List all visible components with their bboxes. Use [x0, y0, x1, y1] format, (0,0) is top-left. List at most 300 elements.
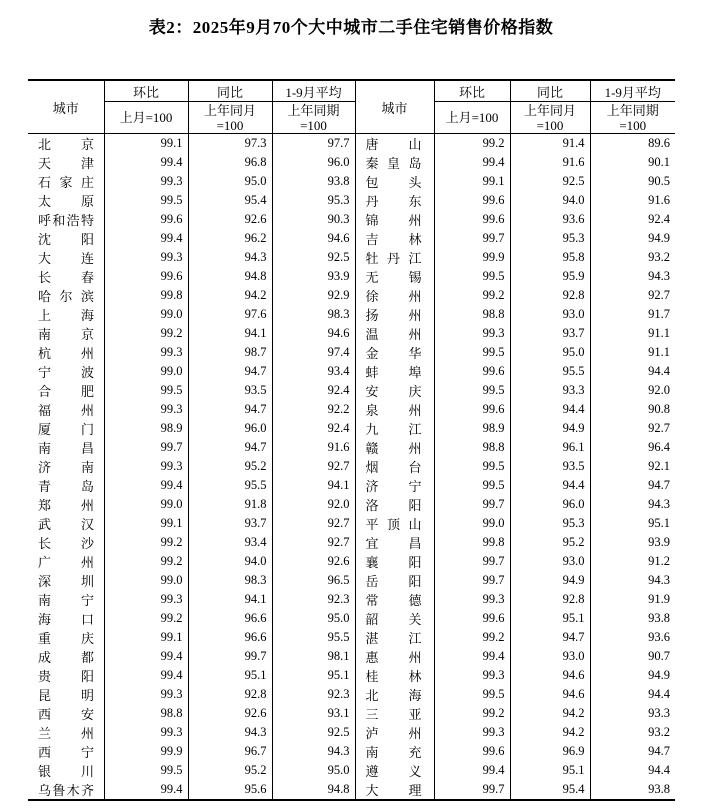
- index-value-cell: 99.5: [434, 381, 510, 400]
- index-value-cell: 95.0: [272, 609, 355, 628]
- city-name-cell: [28, 381, 104, 400]
- table-row: [28, 552, 675, 571]
- table-row: [28, 191, 675, 210]
- index-value-cell: 91.9: [590, 590, 675, 609]
- index-value-cell: 99.6: [434, 362, 510, 381]
- index-value-cell: 92.8: [188, 685, 272, 704]
- city-name: 南京: [38, 327, 94, 342]
- index-value-cell: 93.0: [510, 305, 590, 324]
- index-value-cell: 92.7: [272, 533, 355, 552]
- index-value-cell: 99.0: [104, 571, 188, 590]
- index-value-cell: 95.4: [510, 780, 590, 800]
- table-row: [28, 134, 675, 154]
- table-body: [28, 134, 675, 801]
- index-value-cell: 92.7: [272, 457, 355, 476]
- city-name: 湛江: [365, 631, 422, 646]
- city-name: 大理: [365, 783, 422, 798]
- city-name-cell: [355, 381, 434, 400]
- index-value-cell: 94.0: [510, 191, 590, 210]
- city-name-cell: [355, 533, 434, 552]
- index-value-cell: 99.5: [104, 761, 188, 780]
- city-name-cell: [28, 723, 104, 742]
- city-name-cell: [28, 343, 104, 362]
- index-value-cell: 94.1: [272, 476, 355, 495]
- city-name: 安庆: [365, 384, 422, 399]
- index-value-cell: 91.6: [272, 438, 355, 457]
- table-row: [28, 533, 675, 552]
- city-name-cell: [28, 305, 104, 324]
- index-value-cell: 99.6: [434, 742, 510, 761]
- table-row: [28, 172, 675, 191]
- city-name-cell: [28, 533, 104, 552]
- table-row: [28, 761, 675, 780]
- index-value-cell: 99.2: [104, 609, 188, 628]
- city-name-cell: [28, 191, 104, 210]
- city-name-cell: [355, 362, 434, 381]
- city-name-cell: [28, 457, 104, 476]
- index-value-cell: 91.1: [590, 343, 675, 362]
- index-value-cell: 99.5: [434, 685, 510, 704]
- city-name-cell: [28, 552, 104, 571]
- city-name-cell: [28, 286, 104, 305]
- city-name-cell: [355, 305, 434, 324]
- index-value-cell: 95.1: [510, 761, 590, 780]
- index-value-cell: 95.1: [590, 514, 675, 533]
- index-value-cell: 94.3: [590, 571, 675, 590]
- city-name: 石家庄: [38, 175, 94, 190]
- index-value-cell: 99.5: [104, 381, 188, 400]
- city-name-cell: [28, 761, 104, 780]
- index-value-cell: 93.3: [590, 704, 675, 723]
- index-value-cell: 96.5: [272, 571, 355, 590]
- index-value-cell: 93.4: [188, 533, 272, 552]
- city-name-cell: [355, 590, 434, 609]
- index-value-cell: 90.1: [590, 153, 675, 172]
- index-value-cell: 92.3: [272, 590, 355, 609]
- city-name-cell: [28, 400, 104, 419]
- index-value-cell: 98.3: [188, 571, 272, 590]
- header-label-line: =100: [216, 117, 244, 133]
- index-value-cell: 96.6: [188, 628, 272, 647]
- table-row: [28, 438, 675, 457]
- city-name-cell: [355, 134, 434, 154]
- index-value-cell: 99.2: [104, 552, 188, 571]
- city-name: 沈阳: [38, 232, 94, 247]
- index-value-cell: 93.0: [510, 552, 590, 571]
- city-name-cell: [355, 324, 434, 343]
- index-value-cell: 99.3: [104, 457, 188, 476]
- city-name: 泉州: [365, 403, 422, 418]
- city-name-cell: [355, 248, 434, 267]
- index-value-cell: 94.6: [272, 324, 355, 343]
- table-row: [28, 324, 675, 343]
- index-value-cell: 99.3: [104, 248, 188, 267]
- table-row: [28, 210, 675, 229]
- index-value-cell: 99.3: [104, 343, 188, 362]
- index-value-cell: 92.8: [510, 286, 590, 305]
- yoy-base-header-left: [188, 102, 272, 134]
- table-row: [28, 742, 675, 761]
- index-value-cell: 99.3: [434, 723, 510, 742]
- city-name: 哈尔滨: [38, 289, 94, 304]
- index-value-cell: 94.7: [510, 628, 590, 647]
- city-name: 洛阳: [365, 498, 422, 513]
- index-value-cell: 94.2: [188, 286, 272, 305]
- header-label-line: 上月=100: [119, 110, 173, 125]
- avg-column-header-right: 1-9月平均: [590, 80, 675, 102]
- header-label-line: 上年同期: [606, 102, 659, 118]
- index-value-cell: 99.4: [104, 153, 188, 172]
- index-value-cell: 98.8: [434, 305, 510, 324]
- city-name: 西宁: [38, 745, 94, 760]
- city-name-cell: [28, 609, 104, 628]
- table-row: [28, 514, 675, 533]
- city-name-cell: [355, 514, 434, 533]
- city-name-cell: [355, 476, 434, 495]
- index-value-cell: 93.6: [590, 628, 675, 647]
- table-row: [28, 609, 675, 628]
- city-name-cell: [28, 571, 104, 590]
- index-value-cell: 90.7: [590, 647, 675, 666]
- city-name-cell: [355, 267, 434, 286]
- table-row: [28, 476, 675, 495]
- city-name: 重庆: [38, 631, 94, 646]
- city-name: 北海: [365, 688, 422, 703]
- city-name: 南昌: [38, 441, 94, 456]
- index-value-cell: 94.6: [272, 229, 355, 248]
- city-column-header-left: 城市: [28, 80, 104, 134]
- city-name-cell: [355, 742, 434, 761]
- index-value-cell: 98.8: [434, 438, 510, 457]
- index-value-cell: 94.1: [188, 590, 272, 609]
- table-row: [28, 495, 675, 514]
- index-value-cell: 93.7: [510, 324, 590, 343]
- index-value-cell: 94.1: [188, 324, 272, 343]
- city-name-cell: [28, 419, 104, 438]
- city-name-cell: [28, 438, 104, 457]
- city-name-cell: [28, 210, 104, 229]
- index-value-cell: 99.4: [434, 761, 510, 780]
- city-name-cell: [355, 666, 434, 685]
- index-value-cell: 99.3: [104, 172, 188, 191]
- table-row: [28, 723, 675, 742]
- index-value-cell: 93.2: [590, 248, 675, 267]
- table-row: [28, 780, 675, 800]
- index-value-cell: 99.2: [434, 628, 510, 647]
- index-value-cell: 92.6: [272, 552, 355, 571]
- index-value-cell: 99.1: [104, 628, 188, 647]
- city-name: 合肥: [38, 384, 94, 399]
- city-name: 锦州: [365, 213, 422, 228]
- index-value-cell: 94.4: [590, 362, 675, 381]
- index-value-cell: 93.4: [272, 362, 355, 381]
- city-name: 岳阳: [365, 574, 422, 589]
- city-name: 济南: [38, 460, 94, 475]
- index-value-cell: 91.6: [590, 191, 675, 210]
- index-value-cell: 93.9: [590, 533, 675, 552]
- table-row: [28, 153, 675, 172]
- index-value-cell: 91.6: [510, 153, 590, 172]
- city-name: 太原: [38, 194, 94, 209]
- index-value-cell: 94.7: [188, 400, 272, 419]
- index-value-cell: 96.6: [188, 609, 272, 628]
- city-name: 唐山: [365, 137, 422, 152]
- table-row: [28, 704, 675, 723]
- city-name-cell: [355, 571, 434, 590]
- city-name: 烟台: [365, 460, 422, 475]
- city-name-cell: [355, 495, 434, 514]
- index-value-cell: 99.3: [104, 685, 188, 704]
- city-name-cell: [28, 476, 104, 495]
- index-value-cell: 93.7: [188, 514, 272, 533]
- index-value-cell: 94.9: [510, 571, 590, 590]
- index-value-cell: 99.0: [104, 495, 188, 514]
- index-value-cell: 95.5: [510, 362, 590, 381]
- index-value-cell: 99.9: [434, 248, 510, 267]
- index-value-cell: 99.2: [104, 324, 188, 343]
- index-value-cell: 94.3: [188, 248, 272, 267]
- city-name-cell: [355, 704, 434, 723]
- index-value-cell: 99.5: [434, 476, 510, 495]
- city-name-cell: [28, 704, 104, 723]
- city-name: 北京: [38, 137, 94, 152]
- index-value-cell: 95.6: [188, 780, 272, 800]
- index-value-cell: 99.8: [104, 286, 188, 305]
- index-value-cell: 99.5: [434, 267, 510, 286]
- header-label-line: 上年同月: [523, 102, 576, 118]
- index-value-cell: 99.8: [434, 533, 510, 552]
- city-name: 厦门: [38, 422, 94, 437]
- index-value-cell: 95.8: [510, 248, 590, 267]
- index-value-cell: 92.0: [272, 495, 355, 514]
- index-value-cell: 92.4: [272, 419, 355, 438]
- mom-column-header-right: 环比: [434, 80, 510, 102]
- index-value-cell: 92.9: [272, 286, 355, 305]
- yoy-column-header-left: 同比: [188, 80, 272, 102]
- city-name: 长沙: [38, 536, 94, 551]
- index-value-cell: 94.3: [590, 267, 675, 286]
- city-name-cell: [355, 400, 434, 419]
- index-value-cell: 99.4: [434, 153, 510, 172]
- city-name-cell: [355, 609, 434, 628]
- city-name-cell: [28, 780, 104, 800]
- index-value-cell: 94.7: [590, 476, 675, 495]
- index-value-cell: 92.5: [510, 172, 590, 191]
- city-name-cell: [28, 647, 104, 666]
- avg-base-header-right: [590, 102, 675, 134]
- city-name-cell: [28, 514, 104, 533]
- mom-base-header-left: [104, 102, 188, 134]
- index-value-cell: 93.1: [272, 704, 355, 723]
- table-row: [28, 590, 675, 609]
- city-name: 宜昌: [365, 536, 422, 551]
- index-value-cell: 90.5: [590, 172, 675, 191]
- city-name: 南充: [365, 745, 422, 760]
- city-name: 金华: [365, 346, 422, 361]
- index-value-cell: 92.0: [590, 381, 675, 400]
- city-name: 九江: [365, 422, 422, 437]
- index-value-cell: 94.8: [272, 780, 355, 800]
- header-label-line: =100: [619, 117, 647, 133]
- header-label-line: 上年同月: [203, 102, 256, 118]
- index-value-cell: 95.2: [188, 457, 272, 476]
- city-name-cell: [355, 723, 434, 742]
- index-value-cell: 95.1: [510, 609, 590, 628]
- table-row: [28, 343, 675, 362]
- index-value-cell: 89.6: [590, 134, 675, 154]
- table-row: [28, 400, 675, 419]
- index-value-cell: 95.0: [188, 172, 272, 191]
- table-row: [28, 571, 675, 590]
- index-value-cell: 99.1: [104, 134, 188, 154]
- city-name: 杭州: [38, 346, 94, 361]
- table-row: [28, 229, 675, 248]
- index-value-cell: 99.3: [434, 666, 510, 685]
- city-name: 成都: [38, 650, 94, 665]
- header-label-line: =100: [536, 117, 564, 133]
- index-value-cell: 99.0: [104, 362, 188, 381]
- index-value-cell: 96.1: [510, 438, 590, 457]
- index-value-cell: 91.4: [510, 134, 590, 154]
- index-value-cell: 95.5: [188, 476, 272, 495]
- city-name-cell: [28, 248, 104, 267]
- index-value-cell: 94.4: [590, 685, 675, 704]
- city-name: 扬州: [365, 308, 422, 323]
- index-value-cell: 99.3: [104, 400, 188, 419]
- city-name: 西安: [38, 707, 94, 722]
- index-value-cell: 99.3: [104, 590, 188, 609]
- index-value-cell: 96.4: [590, 438, 675, 457]
- index-value-cell: 97.3: [188, 134, 272, 154]
- index-value-cell: 93.8: [590, 780, 675, 800]
- index-value-cell: 91.8: [188, 495, 272, 514]
- index-value-cell: 94.7: [590, 742, 675, 761]
- index-value-cell: 94.9: [590, 229, 675, 248]
- index-value-cell: 92.3: [272, 685, 355, 704]
- index-value-cell: 99.3: [104, 723, 188, 742]
- price-index-table: [28, 79, 675, 801]
- city-name: 无锡: [365, 270, 422, 285]
- index-value-cell: 95.1: [272, 666, 355, 685]
- index-value-cell: 99.9: [104, 742, 188, 761]
- city-name-cell: [28, 495, 104, 514]
- index-value-cell: 93.8: [590, 609, 675, 628]
- index-value-cell: 93.9: [272, 267, 355, 286]
- city-name: 赣州: [365, 441, 422, 456]
- table-row: [28, 248, 675, 267]
- city-name: 郑州: [38, 498, 94, 513]
- city-name-cell: [28, 666, 104, 685]
- page-title: 表2：2025年9月70个大中城市二手住宅销售价格指数: [148, 18, 554, 37]
- city-name: 丹东: [365, 194, 422, 209]
- index-value-cell: 94.0: [188, 552, 272, 571]
- index-value-cell: 95.3: [510, 514, 590, 533]
- table-row: [28, 685, 675, 704]
- index-value-cell: 94.9: [510, 419, 590, 438]
- city-name: 兰州: [38, 726, 94, 741]
- city-name-cell: [355, 191, 434, 210]
- city-name: 常德: [365, 593, 422, 608]
- city-name-cell: [355, 685, 434, 704]
- city-name: 泸州: [365, 726, 422, 741]
- index-value-cell: 92.6: [188, 210, 272, 229]
- index-value-cell: 94.7: [188, 438, 272, 457]
- city-name-cell: [28, 229, 104, 248]
- header-label-line: =100: [300, 117, 327, 133]
- city-name: 宁波: [38, 365, 94, 380]
- city-name: 牡丹江: [365, 251, 422, 266]
- index-value-cell: 92.6: [188, 704, 272, 723]
- index-value-cell: 93.6: [510, 210, 590, 229]
- index-value-cell: 94.7: [188, 362, 272, 381]
- index-value-cell: 95.3: [272, 191, 355, 210]
- index-value-cell: 92.4: [590, 210, 675, 229]
- index-value-cell: 94.9: [590, 666, 675, 685]
- index-value-cell: 92.5: [272, 723, 355, 742]
- city-name-cell: [355, 761, 434, 780]
- city-name: 青岛: [38, 479, 94, 494]
- city-name: 惠州: [365, 650, 422, 665]
- header-row-top: [28, 80, 675, 102]
- index-value-cell: 92.7: [590, 286, 675, 305]
- city-name: 三亚: [365, 707, 422, 722]
- index-value-cell: 93.0: [510, 647, 590, 666]
- table-header: [28, 80, 675, 134]
- index-value-cell: 99.7: [434, 571, 510, 590]
- index-value-cell: 93.5: [510, 457, 590, 476]
- mom-column-header-left: 环比: [104, 80, 188, 102]
- index-value-cell: 99.4: [104, 229, 188, 248]
- index-value-cell: 96.0: [272, 153, 355, 172]
- index-value-cell: 96.0: [510, 495, 590, 514]
- index-value-cell: 95.0: [272, 761, 355, 780]
- city-name: 银川: [38, 764, 94, 779]
- table-row: [28, 362, 675, 381]
- index-value-cell: 94.6: [510, 666, 590, 685]
- index-value-cell: 99.5: [434, 343, 510, 362]
- city-name-cell: [355, 286, 434, 305]
- city-name-cell: [355, 457, 434, 476]
- city-name: 韶关: [365, 612, 422, 627]
- city-name-cell: [355, 229, 434, 248]
- city-name-cell: [28, 742, 104, 761]
- city-name-cell: [28, 590, 104, 609]
- city-name: 大连: [38, 251, 94, 266]
- city-name: 武汉: [38, 517, 94, 532]
- city-name: 乌鲁木齐: [38, 783, 94, 798]
- index-value-cell: 99.4: [434, 647, 510, 666]
- index-value-cell: 97.7: [272, 134, 355, 154]
- index-value-cell: 99.0: [434, 514, 510, 533]
- index-value-cell: 99.6: [434, 191, 510, 210]
- index-value-cell: 99.6: [434, 210, 510, 229]
- index-value-cell: 91.1: [590, 324, 675, 343]
- index-value-cell: 96.7: [188, 742, 272, 761]
- index-value-cell: 94.3: [188, 723, 272, 742]
- index-value-cell: 92.7: [590, 419, 675, 438]
- city-name-cell: [355, 628, 434, 647]
- table-row: [28, 381, 675, 400]
- index-value-cell: 92.1: [590, 457, 675, 476]
- index-value-cell: 99.0: [104, 305, 188, 324]
- index-value-cell: 95.0: [510, 343, 590, 362]
- index-value-cell: 95.2: [510, 533, 590, 552]
- index-value-cell: 96.9: [510, 742, 590, 761]
- index-value-cell: 90.3: [272, 210, 355, 229]
- header-row-base: [28, 102, 675, 134]
- index-value-cell: 95.2: [188, 761, 272, 780]
- index-value-cell: 96.8: [188, 153, 272, 172]
